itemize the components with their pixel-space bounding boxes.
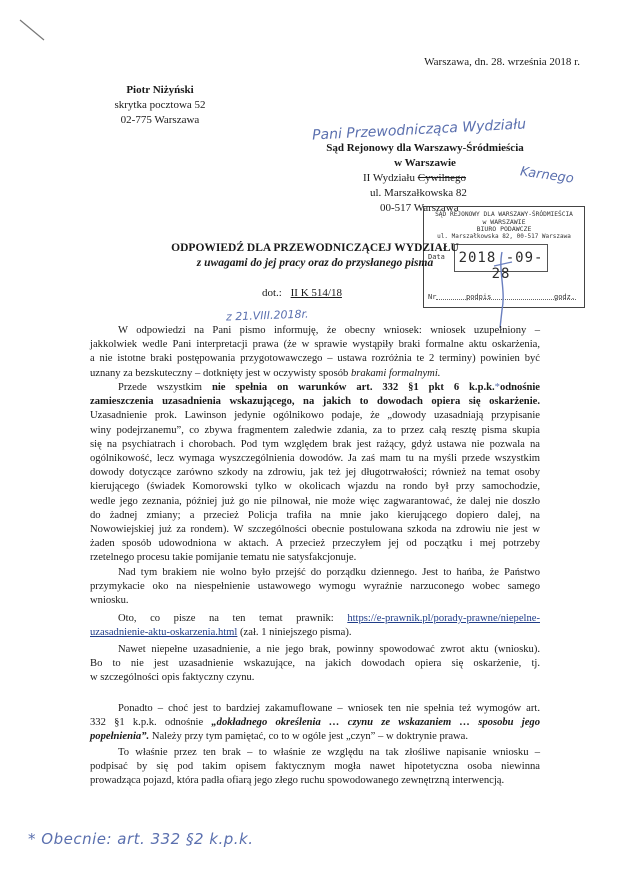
court-division [363,172,466,185]
p2-line: zamieszczenia uzasadnienia wskazującego, na jakich to dowodach opiera się oskarżenie. [90,396,540,408]
court-city: w Warszawie [394,157,456,169]
stamp-date-label: Data [428,253,445,261]
handwritten-footnote: * Obecnie: art. 332 §2 k.p.k. [28,830,254,848]
p6-line-text: 332 §1 k.p.k. odnośnie [90,717,204,729]
p1-line: jakkolwiek wedle Pani interpretacji prawa (że w sprawie wystąpiły braki formalne aktu oskarżenia, [90,339,540,351]
case-ref-value: II K 514/18 [290,287,342,299]
p2-line: żaden sposób udowodniona w aktach. A przecież przeczyłem jej od początku i mej potrzeby [90,538,540,550]
p5-line: Nawet niepełne uzasadnienie, a nie jego brak, powinny spowodować zwrot aktu (wniosku). [118,644,540,655]
p3-line: przymykacie oko na niespełnienie ustawowego wymogu wyraźnie narzuconego wobec samego [90,581,540,593]
asterisk-mark: * [494,382,500,393]
paragraph-5 [90,643,540,686]
p2-line: Nowowiejskiej już za rondem). W szczególności obecnie postulowana szkoda na zdrowiu nie jest w [90,524,540,536]
p2-line-text: Przede wszystkim [118,382,203,393]
p5-line: Bo to nie jest uzasadnienie wskazujące, na jakich dowodach opiera się oskarżenie, tj. [90,658,540,670]
p4-line [90,612,540,626]
p2-bold: nie spełnia on warunków art. 332 §1 pkt 6 k.p.k. [211,382,495,393]
p2-line: się na psychiatrach i chorobach. Pod tym względem brak jest rażący, gdyż ustawa nie pozwala na [90,438,540,450]
p3-line: Nad tym brakiem nie wolno było przejść do porządku dziennego. Jest to hańba, że Państwo [118,567,540,578]
p6-line [90,716,540,730]
p2-line: do żadnej zmiany; a przecież Policja trafiła na mnie jako kierującego dopiero dalej, na [90,509,540,521]
division-crossed: Cywilnego [417,172,467,184]
case-reference [262,287,342,300]
sender-box: skrytka pocztowa 52 [114,99,206,111]
court-name: Sąd Rejonowy dla Warszawy-Śródmieścia [326,142,524,154]
letter-title: ODPOWIEDŹ DLA PRZEWODNICZĄCEJ WYDZIAŁU [171,242,459,254]
p7-line: To właśnie przez ten brak – to właśnie ze względu na tak złośliwe napisanie wniosku – [118,747,540,758]
paragraph-1 [90,324,540,381]
p6-emphasis: „dokładnego określenia … czynu ze wskazaniem … sposobu jego [211,717,540,729]
p1-line [90,367,540,381]
paragraph-3 [90,566,540,609]
p6-line [90,730,540,744]
court-street: ul. Marszałkowska 82 [370,187,467,199]
p7-line: prowadząca pojazd, która padła ofiarą jego złego ruchu spowodowanego zewnętrzną interwencją. [90,775,505,787]
p1-line: W odpowiedzi na Pani pismo informuję, że obecny wniosek: wniosek uzupełniony – [118,325,540,336]
p1-line-text: uznany za bezskuteczny – dotknięty jest w oczywisty sposób [90,367,349,379]
handwritten-recipient: Pani Przewodnicząca Wydziału [311,116,527,144]
handwritten-date-note: z 21.VIII.2018r. [225,307,309,324]
p2-line: dowody dotyczące zarówno szkody na zdrowiu, jak też jej długotrwałości; również na temat osoby [90,467,540,479]
paragraph-7 [90,746,540,789]
p4-line [90,626,540,640]
source-link[interactable]: https://e-prawnik.pl/porady-prawne/niepelne- [347,613,540,624]
stamp-line2: w WARSZAWIE [482,218,526,226]
p1-line: a nie istotne braki postępowania przygotowawczego – ustawa rozróżnia te 2 terminy) powinien być [90,353,540,365]
stamp-line3: BIURO PODAWCZE [476,225,532,233]
stamp-godz-label: godz. [554,293,576,301]
stamp-podpis-label: podpis [466,293,492,301]
court-postcode: 00-517 Warszawa [380,202,459,214]
p2-line: Uzasadnienie prok. Lawinson jedynie ogólnikowo podaje, że „dowody uzasadniają przypisanie [90,410,540,422]
stamp-nr-label: Nr [428,293,437,301]
paragraph-6 [90,702,540,745]
p2-line: kierującego (świadek Komorowski tylko w okolicach wjazdu na rondo był przy samochodzie, [90,481,540,493]
case-ref-label: dot.: [262,287,282,299]
handwritten-division-correction: Karnego [519,164,575,187]
stamp-line4: ul. Marszałkowska 82, 00-517 Warszawa [437,233,571,240]
corner-scribble [18,18,48,44]
division-prefix: II Wydziału [363,172,415,184]
p1-emphasis: brakami formalnymi. [350,367,441,379]
p2-bold: odnośnie [499,382,541,393]
stamp-date-value: 2018 -09- 28 [458,250,544,282]
stamp-line1: SĄD REJONOWY DLA WARSZAWY-ŚRÓDMIEŚCIA [435,211,573,218]
place-date: Warszawa, dn. 28. września 2018 r. [424,56,580,68]
p2-line: ogólnikowość, lecz wymaga wyszczególnienia dowodów. Ja zaś mam tu na myśli przede wszystkim [90,453,540,465]
letter-subtitle: z uwagami do jej pracy oraz do przysłanego pisma [196,257,434,269]
p4-line-text: (zał. 1 niniejszego pisma). [240,627,352,639]
p5-line: w szczególności opis faktyczny czynu. [90,672,255,684]
sender-name: Piotr Niżyński [126,84,194,96]
p6-line-text: Należy przy tym pamiętać, co to w ogóle jest „czyn” – w doktrynie prawa. [151,731,469,743]
paragraph-4 [90,612,540,640]
sender-city: 02-775 Warszawa [120,114,200,126]
p2-line [90,381,540,395]
p6-line: Ponadto – choć jest to bardziej zakamuflowane – wniosek ten nie spełnia też wymogów art. [118,703,540,714]
p2-line: rzetelnego procesu takie pomijanie tematu nie satysfakcjonuje. [90,552,357,564]
p4-line-text: Oto, co pisze na ten temat prawnik: [118,613,334,624]
p2-line: wedle jego zeznania, później już go nie pilnował, nie może więc zagwarantować, że dalej nie doszło [90,495,540,507]
p2-line: winy podejrzanemu”, co zbywa fragmentem zaledwie zdania, za to przez całą resztę pisma skupia [90,424,540,436]
source-link-cont[interactable]: uzasadnienie-aktu-oskarzenia.html [90,627,238,639]
p6-emphasis: popełnienia”. [90,731,150,743]
paragraph-2 [90,381,540,566]
p3-line: wniosku. [90,595,129,607]
p7-line: podpisać by się pod takim opisem faktycznym mogła nawet hipotetyczna osoba niewinna [90,761,540,773]
